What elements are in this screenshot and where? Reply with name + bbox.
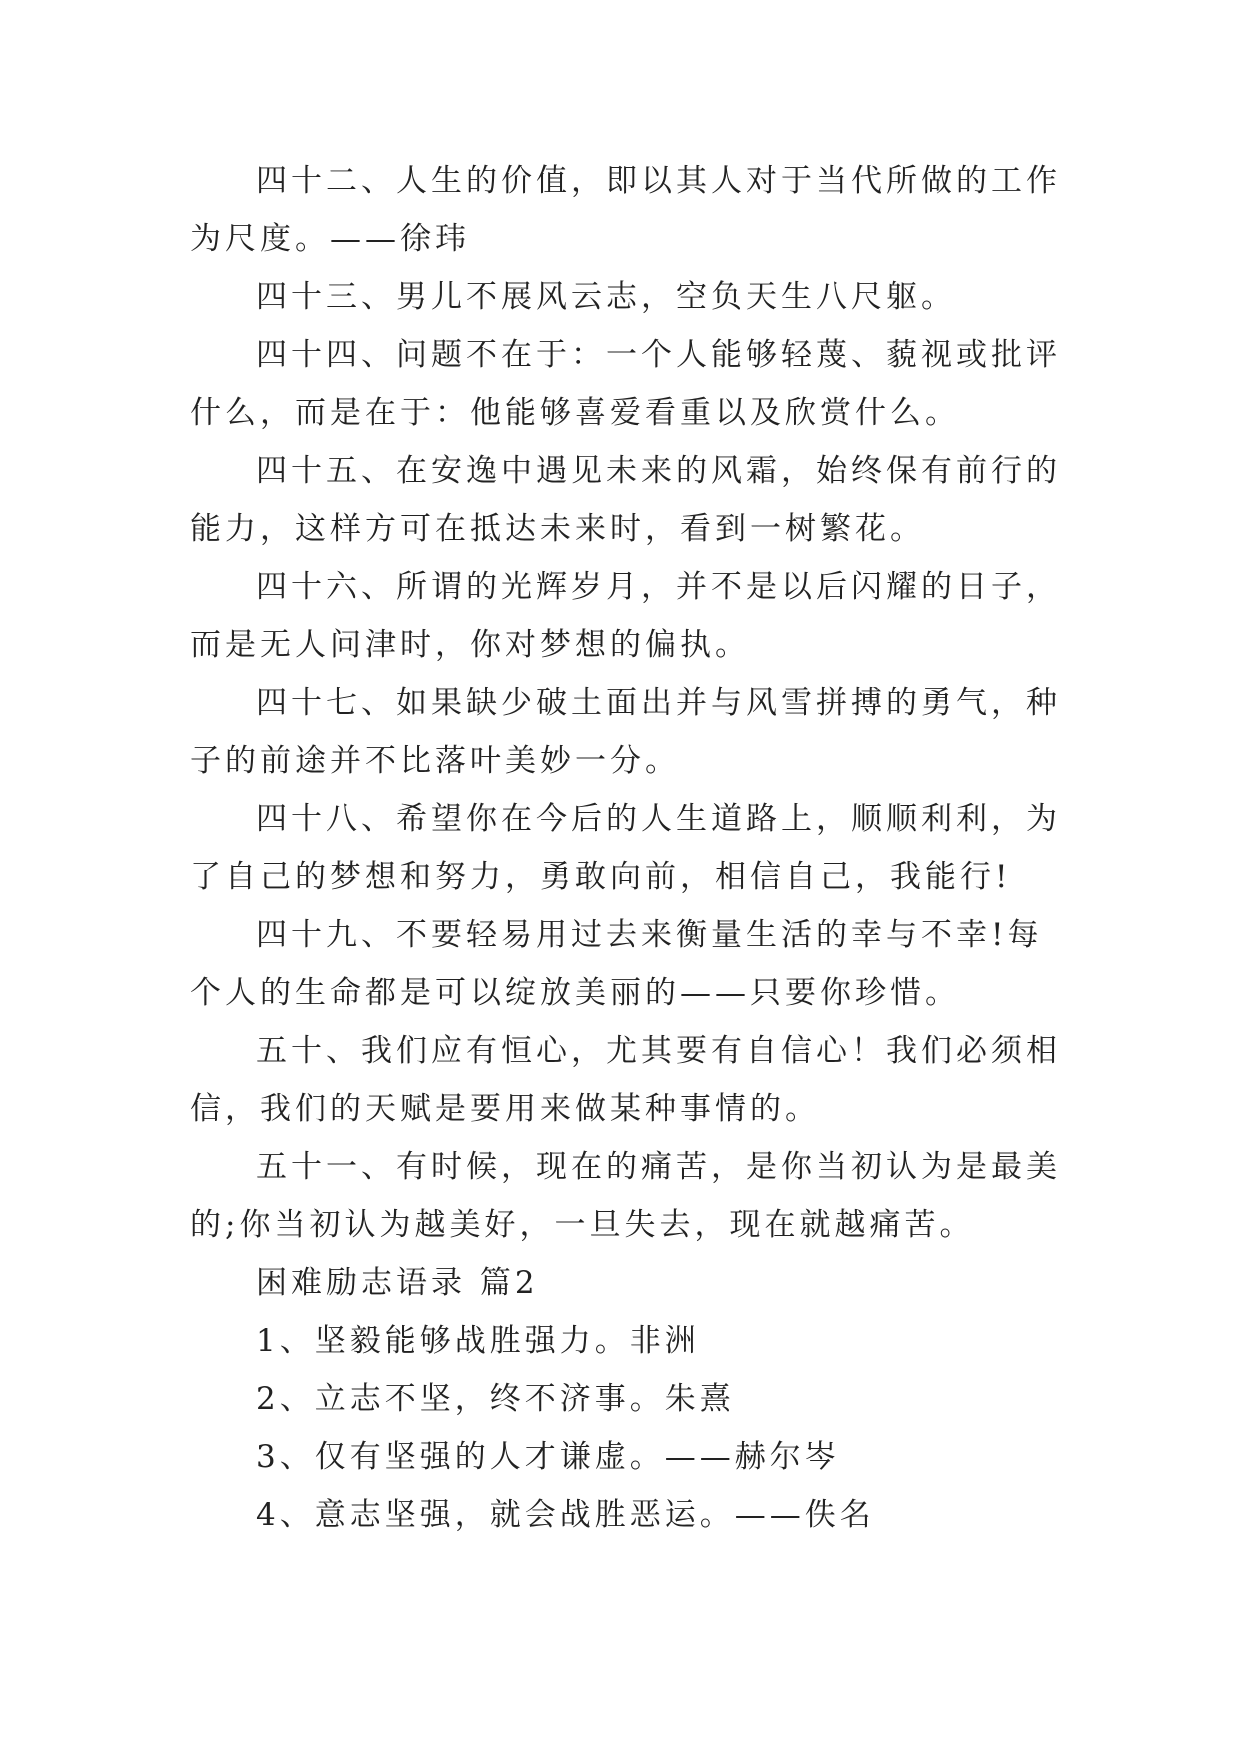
paragraph-42: 四十二、人生的价值，即以其人对于当代所做的工作为尺度。——徐玮 — [190, 163, 1061, 257]
paragraph-49: 四十九、不要轻易用过去来衡量生活的幸与不幸!每个人的生命都是可以绽放美丽的——只要你珍惜。 — [190, 917, 1043, 1011]
document-body — [190, 152, 1070, 1544]
paragraph-43: 四十三、男儿不展风云志，空负天生八尺躯。 — [256, 279, 956, 315]
paragraph-44: 四十四、问题不在于：一个人能够轻蔑、藐视或批评什么，而是在于：他能够喜爱看重以及欣赏什么。 — [190, 337, 1061, 431]
list-item-2: 2、立志不坚，终不济事。朱熹 — [256, 1381, 735, 1417]
paragraph-48: 四十八、希望你在今后的人生道路上，顺顺利利，为了自己的梦想和努力，勇敢向前，相信自己，我能行! — [190, 801, 1061, 895]
paragraph-47: 四十七、如果缺少破土面出并与风雪拼搏的勇气，种子的前途并不比落叶美妙一分。 — [190, 685, 1061, 779]
paragraph-51: 五十一、有时候，现在的痛苦，是你当初认为是最美的;你当初认为越美好，一旦失去，现在就越痛苦。 — [190, 1149, 1061, 1243]
section-heading: 困难励志语录 篇2 — [256, 1265, 539, 1301]
list-item-3: 3、仅有坚强的人才谦虚。——赫尔岑 — [256, 1439, 840, 1475]
paragraph-45: 四十五、在安逸中遇见未来的风霜，始终保有前行的能力，这样方可在抵达未来时，看到一树繁花。 — [190, 453, 1061, 547]
paragraph-46: 四十六、所谓的光辉岁月，并不是以后闪耀的日子，而是无人问津时，你对梦想的偏执。 — [190, 569, 1061, 663]
paragraph-50: 五十、我们应有恒心，尤其要有自信心！我们必须相信，我们的天赋是要用来做某种事情的。 — [190, 1033, 1061, 1127]
list-item-1: 1、坚毅能够战胜强力。非洲 — [256, 1323, 700, 1359]
list-item-4: 4、意志坚强，就会战胜恶运。——佚名 — [256, 1497, 875, 1533]
